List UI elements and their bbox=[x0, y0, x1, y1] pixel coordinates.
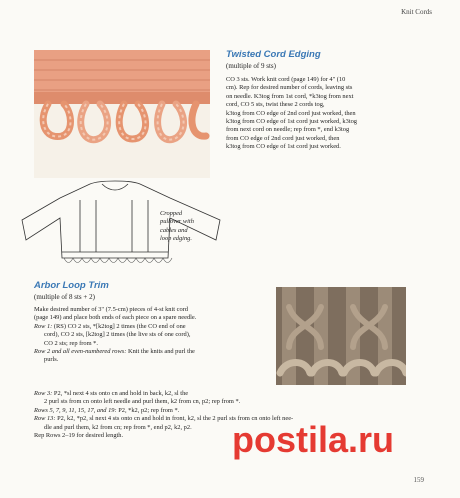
caption-line: Cropped bbox=[160, 210, 183, 217]
text-line: Knit the knits and purl the bbox=[127, 348, 195, 356]
text-line: k3tog from CO edge of 1st cord just worked. bbox=[226, 143, 341, 151]
text-line: from next cord on needle; rep from *, end k3tog bbox=[226, 126, 350, 134]
twisted-cord-edging-photo bbox=[34, 50, 210, 178]
section-subtitle: (multiple of 8 sts + 2) bbox=[34, 293, 95, 301]
text-line: CO 2 sts; rep from *. bbox=[44, 339, 98, 347]
text-line: Rep Rows 2–19 for desired length. bbox=[34, 432, 124, 440]
section1-instructions bbox=[226, 76, 416, 152]
row-label: Row 1: bbox=[34, 322, 53, 330]
row-label: Row 2 and all even-numbered rows: bbox=[34, 348, 127, 356]
page-number: 159 bbox=[413, 476, 424, 484]
section2-intro bbox=[34, 306, 270, 365]
caption-line: pullover with bbox=[160, 218, 194, 226]
text-line: Make desired number of 3" (7.5-cm) pieces of 4-st knit cord bbox=[34, 306, 188, 313]
text-line: k3tog from CO edge of 2nd cord just worked, then bbox=[226, 109, 356, 117]
text-line: CO 3 sts. Work knit cord (page 149) for 4" (10 bbox=[226, 76, 346, 83]
pullover-sketch bbox=[20, 178, 230, 278]
row-label: Rows 5, 7, 9, 11, 15, 17, and 19: bbox=[34, 406, 117, 414]
row-label: Row 13: bbox=[34, 415, 56, 423]
section-title: Twisted Cord Edging bbox=[226, 49, 321, 60]
text-line: purls. bbox=[44, 356, 59, 364]
row-label: Row 3: bbox=[34, 390, 53, 397]
section-subtitle: (multiple of 9 sts) bbox=[226, 62, 276, 70]
text-line: 2 purl sts from cn onto left needle and purl them, k2 from cn, p2; rep from *. bbox=[44, 398, 241, 406]
text-line: P2, *k2, p2; rep from *. bbox=[118, 406, 180, 414]
text-line: P2, k2, *p2, sl next 4 sts onto cn and hold in front, k2, sl the 2 purl sts from cn onto left nee- bbox=[57, 415, 294, 423]
text-line: cm). Rep for desired number of cords, leaving sts bbox=[226, 84, 353, 92]
figure-caption bbox=[160, 210, 194, 244]
running-head: Knit Cords bbox=[401, 8, 432, 16]
section-title: Arbor Loop Trim bbox=[34, 280, 109, 291]
text-line: from CO edge of 2nd cord just worked, then bbox=[226, 134, 340, 142]
caption-line: loop edging. bbox=[160, 235, 192, 243]
text-line: on needle. K3tog from 1st cord, *k3tog from next bbox=[226, 92, 354, 100]
caption-line: cables and bbox=[160, 226, 188, 234]
text-line: (page 149) and place both ends of each piece on a spare needle. bbox=[34, 314, 197, 322]
watermark bbox=[232, 408, 432, 468]
text-line: cord), CO 2 sts, [k2tog] 2 times (the live sts of one cord), bbox=[44, 331, 191, 339]
watermark-text: postila.ru bbox=[232, 419, 395, 460]
text-line: k3tog from CO edge of 1st cord just worked, k3tog bbox=[226, 118, 357, 126]
text-line: cord, CO 5 sts, twist these 2 cords tog, bbox=[226, 101, 325, 109]
text-line: (RS) CO 2 sts, *[k2tog] 2 times (the CO end of one bbox=[53, 322, 186, 330]
arbor-loop-trim-photo bbox=[276, 287, 406, 385]
text-line: dle and purl them, k2 from cn; rep from *, end p2, k2, p2. bbox=[44, 423, 192, 431]
text-line: P2, *sl next 4 sts onto cn and hold in back, k2, sl the bbox=[53, 390, 189, 397]
